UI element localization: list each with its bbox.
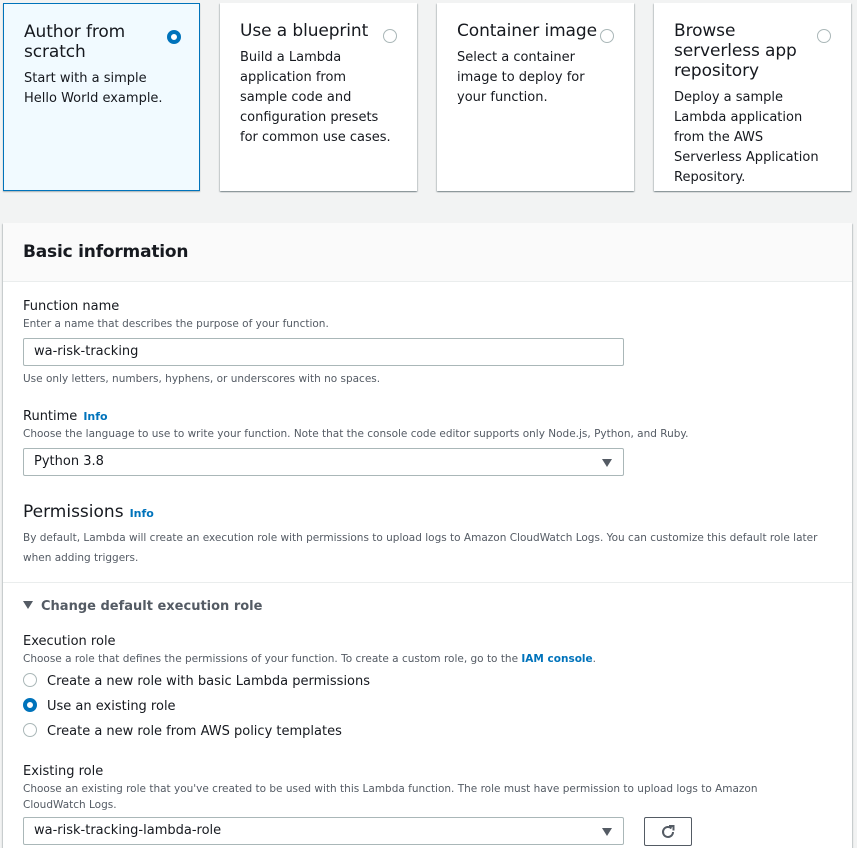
permissions-section: [23, 502, 823, 568]
runtime-field: [23, 408, 688, 442]
radio-icon[interactable]: [817, 29, 831, 43]
execution-role-label: Execution role: [23, 634, 116, 649]
execution-role-description: Choose a role that defines the permissions of your function. To create a custom role, go to the: [23, 653, 522, 665]
function-name-label: Function name: [23, 299, 120, 314]
radio-icon[interactable]: [23, 673, 37, 687]
radio-use-existing-role[interactable]: [23, 698, 176, 714]
panel-header: [3, 223, 852, 282]
option-title: Container image: [457, 21, 597, 41]
refresh-icon: [660, 824, 676, 840]
option-use-a-blueprint[interactable]: [220, 3, 417, 191]
permissions-info-link[interactable]: Info: [129, 507, 154, 520]
section-divider: [3, 582, 852, 583]
function-name-description: Enter a name that describes the purpose of your function.: [23, 318, 329, 330]
runtime-select[interactable]: [23, 448, 624, 476]
runtime-select-value: Python 3.8: [34, 454, 104, 469]
change-default-execution-role-expander[interactable]: [23, 599, 262, 614]
description-suffix: .: [592, 653, 596, 665]
radio-icon[interactable]: [600, 29, 614, 43]
existing-role-label: Existing role: [23, 764, 104, 779]
option-author-from-scratch[interactable]: [3, 3, 200, 191]
option-description: Deploy a sample Lambda application from the AWS Serverless Application Repository.: [674, 90, 819, 185]
existing-role-field: [23, 763, 803, 813]
expander-label: Change default execution role: [41, 599, 263, 614]
radio-icon-selected[interactable]: [167, 30, 181, 44]
refresh-roles-button[interactable]: [644, 817, 692, 846]
dropdown-arrow-icon: [602, 459, 612, 467]
option-browse-serverless-app-repository[interactable]: [654, 3, 851, 191]
radio-create-role-from-templates[interactable]: [23, 723, 342, 739]
option-title: Browse serverless app repository: [674, 21, 797, 81]
runtime-description: Choose the language to use to write your function. Note that the console code editor supports only Node.js, Python, and Ruby.: [23, 428, 689, 440]
runtime-info-link[interactable]: Info: [83, 410, 108, 423]
option-title: Author from scratch: [24, 22, 126, 62]
option-description: Select a container image to deploy for your function.: [457, 50, 585, 105]
option-description: Start with a simple Hello World example.: [24, 71, 163, 106]
radio-create-new-role-basic[interactable]: [23, 673, 370, 689]
function-name-input[interactable]: wa-risk-tracking: [23, 338, 624, 366]
radio-icon[interactable]: [383, 29, 397, 43]
creation-options: [0, 0, 857, 200]
iam-console-link[interactable]: IAM console: [521, 653, 593, 665]
panel-title: Basic information: [23, 242, 189, 262]
existing-role-description: Choose an existing role that you've created to be used with this Lambda function. The role must have permission to upload logs to Amazon CloudWatch Logs.: [23, 783, 758, 811]
permissions-description: By default, Lambda will create an execution role with permissions to upload logs to Amazon CloudWatch Logs. You can customize this default role later when adding triggers.: [23, 532, 818, 564]
existing-role-select-value: wa-risk-tracking-lambda-role: [34, 823, 222, 838]
radio-label: Create a new role with basic Lambda permissions: [47, 674, 371, 689]
existing-role-select[interactable]: [23, 817, 624, 845]
radio-label: Create a new role from AWS policy templates: [47, 724, 342, 739]
basic-information-panel: [3, 223, 852, 848]
radio-label: Use an existing role: [47, 699, 176, 714]
dropdown-arrow-icon: [602, 828, 612, 836]
runtime-label: Runtime: [23, 409, 78, 424]
radio-icon-selected[interactable]: [23, 698, 37, 712]
permissions-label: Permissions: [23, 502, 124, 522]
radio-icon[interactable]: [23, 723, 37, 737]
option-description: Build a Lambda application from sample code and configuration presets for common use cases.: [240, 50, 391, 145]
caret-down-icon: [23, 601, 33, 609]
execution-role-field: [23, 633, 823, 667]
option-title: Use a blueprint: [240, 21, 369, 41]
function-name-constraint: Use only letters, numbers, hyphens, or underscores with no spaces.: [23, 373, 381, 385]
function-name-field: [23, 298, 329, 332]
option-container-image[interactable]: [437, 3, 634, 191]
